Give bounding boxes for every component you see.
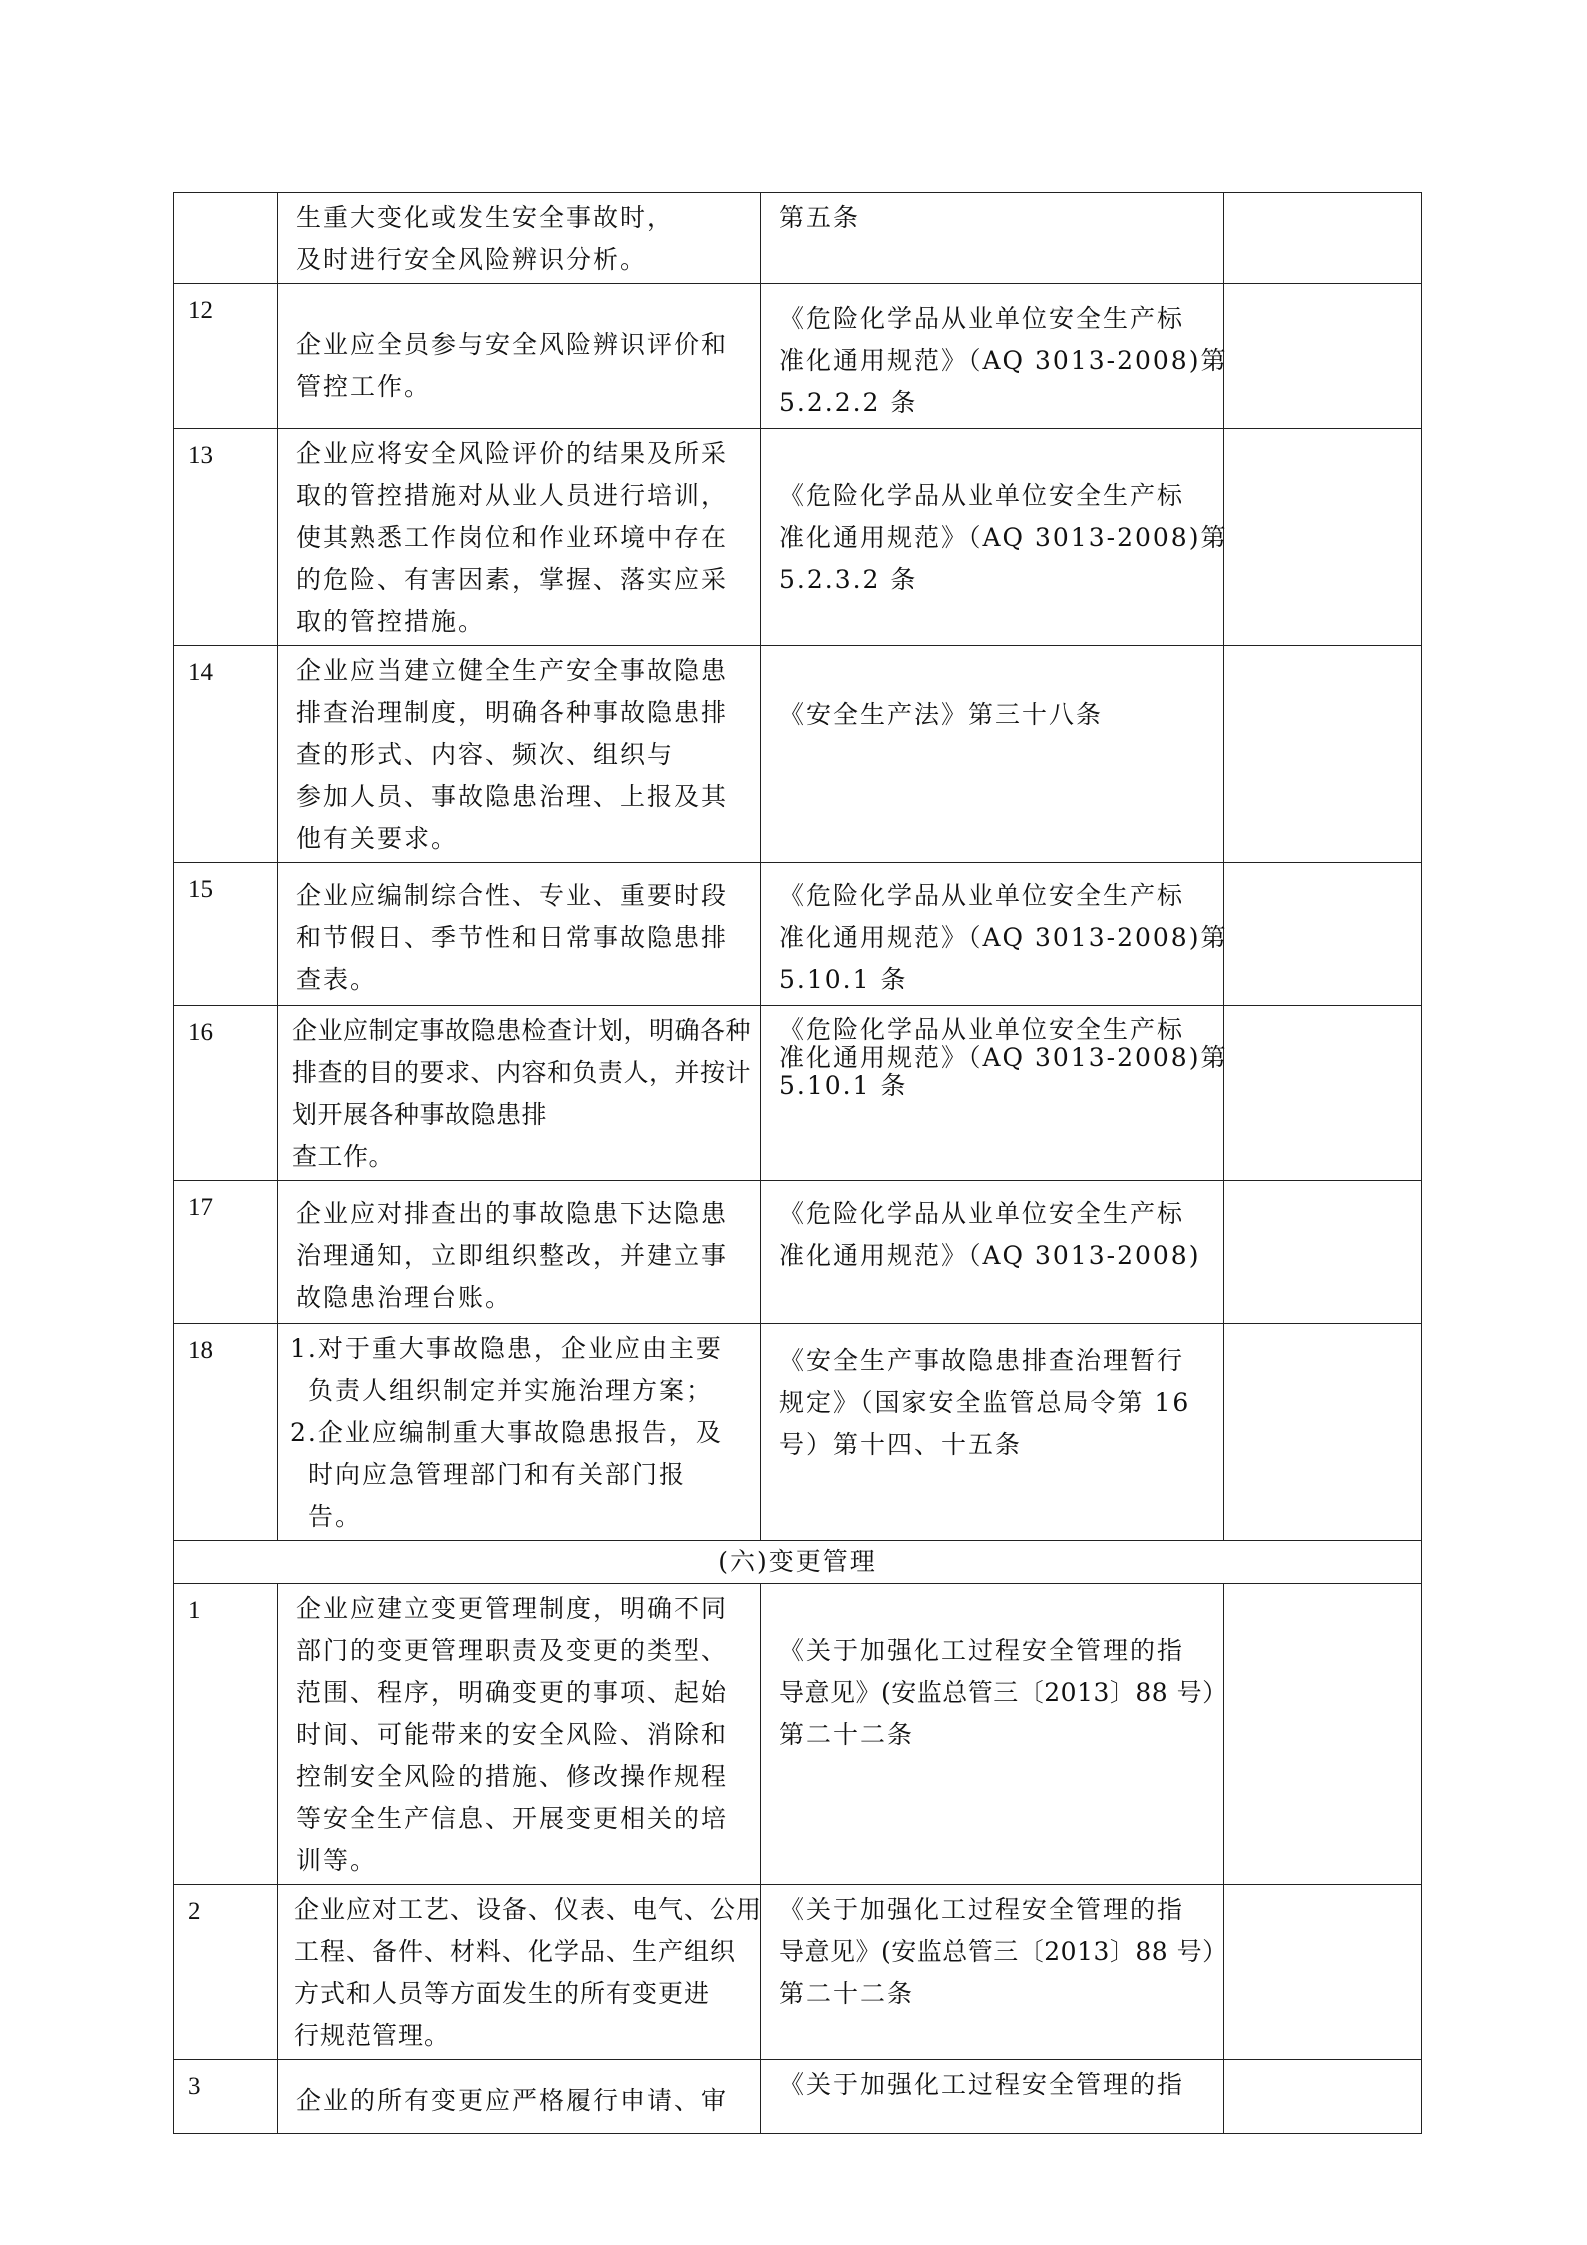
row-number: 18 bbox=[174, 1324, 278, 1541]
basis-cell: 《关于加强化工过程安全管理的指 bbox=[761, 2060, 1224, 2134]
basis-cell: 《危险化学品从业单位安全生产标 准化通用规范》（AQ 3013-2008) bbox=[761, 1181, 1224, 1324]
requirements-table bbox=[173, 192, 1422, 2134]
table-row bbox=[174, 863, 1422, 1006]
row-number: 16 bbox=[174, 1006, 278, 1181]
requirement-cell: 企业应全员参与安全风险辨识评价和 管控工作。 bbox=[278, 284, 761, 429]
table-row bbox=[174, 1181, 1422, 1324]
table-row bbox=[174, 1324, 1422, 1541]
row-number: 17 bbox=[174, 1181, 278, 1324]
remarks-cell bbox=[1224, 1885, 1422, 2060]
row-number: 2 bbox=[174, 1885, 278, 2060]
table-row bbox=[174, 1885, 1422, 2060]
section-title: (六)变更管理 bbox=[174, 1541, 1422, 1584]
requirement-cell: 企业应编制综合性、专业、重要时段 和节假日、季节性和日常事故隐患排 查表。 bbox=[278, 863, 761, 1006]
basis-cell: 第五条 bbox=[761, 193, 1224, 284]
table-row bbox=[174, 1006, 1422, 1181]
basis-cell: 《危险化学品从业单位安全生产标 准化通用规范》（AQ 3013-2008)第 5.2.3.2 条 bbox=[761, 429, 1224, 646]
basis-cell: 《危险化学品从业单位安全生产标 准化通用规范》（AQ 3013-2008)第 5.2.2.2 条 bbox=[761, 284, 1224, 429]
basis-cell: 《危险化学品从业单位安全生产标 准化通用规范》（AQ 3013-2008)第 5.10.1 条 bbox=[761, 863, 1224, 1006]
row-number: 1 bbox=[174, 1584, 278, 1885]
basis-cell: 《关于加强化工过程安全管理的指 导意见》(安监总管三〔2013〕88 号） 第二十二条 bbox=[761, 1584, 1224, 1885]
row-number: 13 bbox=[174, 429, 278, 646]
remarks-cell bbox=[1224, 193, 1422, 284]
requirement-cell: 企业应将安全风险评价的结果及所采 取的管控措施对从业人员进行培训， 使其熟悉工作岗位和作业环境中存在 的危险、有害因素，掌握、落实应采 取的管控措施。 bbox=[278, 429, 761, 646]
remarks-cell bbox=[1224, 284, 1422, 429]
requirement-cell: 企业应对工艺、设备、仪表、电气、公用 工程、备件、材料、化学品、生产组织 方式和人员等方面发生的所有变更进 行规范管理。 bbox=[278, 1885, 761, 2060]
requirement-cell: 企业应当建立健全生产安全事故隐患 排查治理制度，明确各种事故隐患排 查的形式、内容、频次、组织与 参加人员、事故隐患治理、上报及其 他有关要求。 bbox=[278, 646, 761, 863]
row-number: 15 bbox=[174, 863, 278, 1006]
basis-cell: 《关于加强化工过程安全管理的指 导意见》(安监总管三〔2013〕88 号） 第二十二条 bbox=[761, 1885, 1224, 2060]
remarks-cell bbox=[1224, 2060, 1422, 2134]
remarks-cell bbox=[1224, 429, 1422, 646]
remarks-cell bbox=[1224, 1006, 1422, 1181]
requirement-cell: 企业应对排查出的事故隐患下达隐患 治理通知，立即组织整改，并建立事 故隐患治理台账。 bbox=[278, 1181, 761, 1324]
remarks-cell bbox=[1224, 1324, 1422, 1541]
table-row bbox=[174, 2060, 1422, 2134]
row-number: 3 bbox=[174, 2060, 278, 2134]
requirement-cell: 1.对于重大事故隐患，企业应由主要 负责人组织制定并实施治理方案； 2.企业应编制重大事故隐患报告，及 时向应急管理部门和有关部门报 告。 bbox=[278, 1324, 761, 1541]
requirement-cell: 生重大变化或发生安全事故时， 及时进行安全风险辨识分析。 bbox=[278, 193, 761, 284]
row-number bbox=[174, 193, 278, 284]
section-header-row bbox=[174, 1541, 1422, 1584]
row-number: 14 bbox=[174, 646, 278, 863]
requirement-cell: 企业应制定事故隐患检查计划，明确各种 排查的目的要求、内容和负责人，并按计 划开展各种事故隐患排 查工作。 bbox=[278, 1006, 761, 1181]
row-number: 12 bbox=[174, 284, 278, 429]
remarks-cell bbox=[1224, 646, 1422, 863]
requirement-cell: 企业应建立变更管理制度，明确不同 部门的变更管理职责及变更的类型、 范围、程序，明确变更的事项、起始 时间、可能带来的安全风险、消除和 控制安全风险的措施、修改操作规程 等安全生产信息、开展变更相关的培 训等。 bbox=[278, 1584, 761, 1885]
remarks-cell bbox=[1224, 863, 1422, 1006]
remarks-cell bbox=[1224, 1584, 1422, 1885]
requirement-cell: 企业的所有变更应严格履行申请、审 bbox=[278, 2060, 761, 2134]
remarks-cell bbox=[1224, 1181, 1422, 1324]
table-row bbox=[174, 193, 1422, 284]
basis-cell: 《安全生产事故隐患排查治理暂行 规定》（国家安全监管总局令第 16 号）第十四、十五条 bbox=[761, 1324, 1224, 1541]
table-row bbox=[174, 284, 1422, 429]
basis-cell: 《危险化学品从业单位安全生产标 准化通用规范》（AQ 3013-2008)第 5.10.1 条 bbox=[761, 1006, 1224, 1181]
table-row bbox=[174, 646, 1422, 863]
table-row bbox=[174, 1584, 1422, 1885]
basis-cell: 《安全生产法》第三十八条 bbox=[761, 646, 1224, 863]
table-row bbox=[174, 429, 1422, 646]
